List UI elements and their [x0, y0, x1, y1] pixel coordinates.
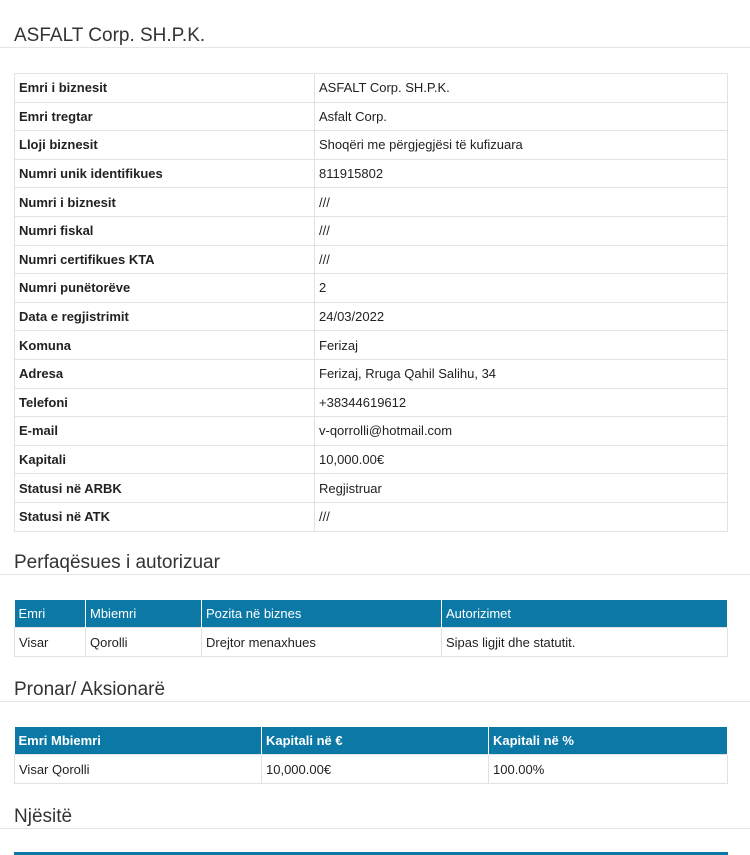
- info-value: Ferizaj, Rruga Qahil Salihu, 34: [315, 359, 728, 388]
- info-label: Statusi në ATK: [15, 502, 315, 531]
- owner-cell: 10,000.00€: [262, 755, 489, 784]
- representative-header-cell: Mbiemri: [86, 600, 202, 628]
- info-row: [15, 359, 728, 388]
- representative-row: [15, 628, 728, 657]
- info-row: [15, 331, 728, 360]
- page-title: ASFALT Corp. SH.P.K.: [14, 25, 206, 46]
- units-title: Njësitë: [14, 806, 73, 827]
- info-row: [15, 388, 728, 417]
- info-label: Numri certifikues KTA: [15, 245, 315, 274]
- info-value: 24/03/2022: [315, 302, 728, 331]
- info-row: [15, 188, 728, 217]
- info-value: 10,000.00€: [315, 445, 728, 474]
- info-label: Data e regjistrimit: [15, 302, 315, 331]
- representative-cell: Sipas ligjit dhe statutit.: [442, 628, 728, 657]
- info-value: v-qorrolli@hotmail.com: [315, 417, 728, 446]
- info-row: [15, 417, 728, 446]
- representative-cell: Qorolli: [86, 628, 202, 657]
- info-row: [15, 102, 728, 131]
- info-value: Asfalt Corp.: [315, 102, 728, 131]
- representatives-table: [14, 600, 728, 657]
- info-row: [15, 274, 728, 303]
- info-value: +38344619612: [315, 388, 728, 417]
- info-label: Numri fiskal: [15, 216, 315, 245]
- owners-divider: [0, 701, 750, 702]
- info-value: ///: [315, 188, 728, 217]
- info-row: [15, 445, 728, 474]
- info-value: Ferizaj: [315, 331, 728, 360]
- representative-header-cell: Pozita në biznes: [202, 600, 442, 628]
- info-value: Shoqëri me përgjegjësi të kufizuara: [315, 131, 728, 160]
- owner-header-cell: Emri Mbiemri: [15, 727, 262, 755]
- info-label: Komuna: [15, 331, 315, 360]
- info-label: Emri tregtar: [15, 102, 315, 131]
- info-label: Numri unik identifikues: [15, 159, 315, 188]
- representatives-title: Perfaqësues i autorizuar: [14, 552, 220, 573]
- owner-row: [15, 755, 728, 784]
- representative-header-cell: Autorizimet: [442, 600, 728, 628]
- info-label: Numri punëtorëve: [15, 274, 315, 303]
- info-value: ///: [315, 216, 728, 245]
- owners-table: [14, 727, 728, 784]
- units-divider: [0, 828, 750, 829]
- title-divider: [0, 47, 750, 48]
- info-value: 811915802: [315, 159, 728, 188]
- info-label: Kapitali: [15, 445, 315, 474]
- representative-cell: Drejtor menaxhues: [202, 628, 442, 657]
- info-label: Emri i biznesit: [15, 74, 315, 103]
- info-value: Regjistruar: [315, 474, 728, 503]
- owner-header-cell: Kapitali në €: [262, 727, 489, 755]
- owners-title: Pronar/ Aksionarë: [14, 679, 166, 700]
- info-label: Lloji biznesit: [15, 131, 315, 160]
- info-row: [15, 302, 728, 331]
- business-info-table: [14, 73, 728, 532]
- info-row: [15, 74, 728, 103]
- info-value: ///: [315, 502, 728, 531]
- representative-cell: Visar: [15, 628, 86, 657]
- info-row: [15, 216, 728, 245]
- owner-cell: 100.00%: [489, 755, 728, 784]
- info-row: [15, 502, 728, 531]
- info-row: [15, 131, 728, 160]
- info-row: [15, 159, 728, 188]
- info-label: Statusi në ARBK: [15, 474, 315, 503]
- info-row: [15, 474, 728, 503]
- owner-header-cell: Kapitali në %: [489, 727, 728, 755]
- info-label: Numri i biznesit: [15, 188, 315, 217]
- info-label: Adresa: [15, 359, 315, 388]
- representatives-divider: [0, 574, 750, 575]
- representative-header-cell: Emri: [15, 600, 86, 628]
- info-value: ASFALT Corp. SH.P.K.: [315, 74, 728, 103]
- info-label: Telefoni: [15, 388, 315, 417]
- info-value: ///: [315, 245, 728, 274]
- info-label: E-mail: [15, 417, 315, 446]
- info-row: [15, 245, 728, 274]
- owner-cell: Visar Qorolli: [15, 755, 262, 784]
- info-value: 2: [315, 274, 728, 303]
